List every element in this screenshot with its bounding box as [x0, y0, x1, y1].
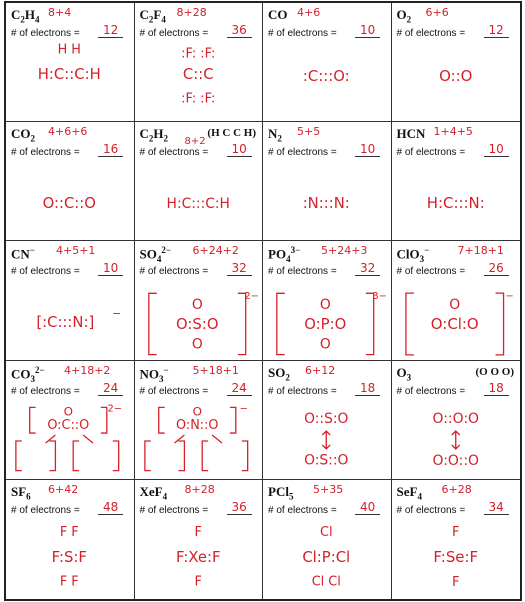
- resonance-arrow: [46, 435, 56, 443]
- top-atoms: F: [194, 525, 202, 541]
- formula-part: XeF: [139, 483, 163, 499]
- formula-part: 3: [419, 254, 425, 265]
- formula-part: 4: [417, 491, 422, 502]
- cell-so4: [135, 241, 264, 360]
- left-bracket: [148, 294, 156, 355]
- top-atoms: F F: [59, 525, 79, 541]
- electron-count-value: 10: [484, 142, 509, 157]
- electron-count-label: # of electrons =: [268, 385, 337, 397]
- formula-part: NO: [139, 365, 159, 381]
- formula-part: SeF: [396, 483, 418, 499]
- top-atom: O: [63, 403, 73, 418]
- cell-pcl5: [263, 480, 392, 599]
- electron-count-value: 36: [227, 500, 252, 515]
- electron-count-value: 10: [227, 142, 252, 157]
- electron-count-label: # of electrons =: [268, 28, 337, 39]
- center-row: F:Xe:F: [175, 548, 220, 566]
- bottom-atom: O: [191, 337, 203, 354]
- formula-sf6: [11, 484, 31, 502]
- formula-part: 5: [288, 491, 294, 502]
- formula-part: 3−: [290, 245, 301, 256]
- formula-part: 3: [30, 373, 35, 384]
- resonance-arrow: [322, 431, 330, 449]
- right-bracket: [495, 293, 503, 355]
- electron-count-value: 18: [355, 381, 380, 396]
- electron-sum-cn: 4+5+1: [56, 244, 96, 258]
- top-atom: O: [191, 297, 203, 314]
- bottom-atoms: F: [194, 574, 202, 590]
- note-o3: (O O O): [475, 365, 514, 378]
- c2f4-core: C::C: [182, 66, 214, 84]
- resonance-arrow: [174, 435, 184, 443]
- formula-o3: [397, 365, 412, 383]
- formula-clo3: [397, 245, 430, 264]
- center-row: F:Se:F: [432, 547, 478, 566]
- electron-count-value: 10: [355, 23, 380, 38]
- formula-part: O: [396, 7, 407, 22]
- formula-part: 2: [163, 133, 169, 144]
- cell-hcn: [392, 122, 521, 241]
- co2-structure: O::C::O: [42, 195, 96, 213]
- electron-sum-po4: 5+24+3: [321, 244, 368, 258]
- electron-count-value: 24: [227, 381, 252, 396]
- resonance-bracket: [113, 441, 119, 471]
- electron-count-value: 32: [355, 261, 380, 276]
- bottom-atoms: F: [451, 574, 459, 590]
- formula-part: F: [153, 7, 162, 22]
- electron-count-label: # of electrons =: [396, 147, 466, 159]
- electron-count-value: 24: [98, 381, 123, 396]
- formula-co: [268, 7, 288, 23]
- left-bracket: [30, 407, 36, 433]
- o3-resonance-2: O:O::O: [431, 452, 479, 469]
- electron-sum-co3: 4+18+2: [64, 363, 111, 377]
- electron-sum-sf6: 6+42: [48, 482, 79, 496]
- formula-part: −: [424, 245, 430, 256]
- note-c2h2: (H C C H): [207, 127, 256, 140]
- right-bracket: [366, 294, 374, 355]
- top-atom: O: [319, 297, 331, 314]
- formula-part: 2−: [161, 245, 171, 256]
- resonance-arrow: [212, 435, 222, 443]
- core-row: O:C::O: [47, 417, 90, 433]
- electron-count-value: 32: [227, 261, 252, 276]
- lewis-structure-clo3: [392, 279, 521, 359]
- formula-part: ClO: [396, 246, 420, 262]
- formula-part: CN: [11, 246, 30, 262]
- o3-resonance-1: O::O:O: [431, 410, 479, 427]
- formula-part: 6: [26, 491, 31, 502]
- formula-part: H: [153, 126, 164, 142]
- electron-sum-sef4: 6+28: [441, 482, 472, 496]
- electron-count-label: # of electrons =: [396, 504, 466, 516]
- resonance-bracket: [73, 441, 79, 471]
- formula-c2f4: [140, 7, 166, 25]
- lewis-structure-so2: [263, 399, 391, 479]
- resonance-arrow: [451, 431, 459, 449]
- bottom-atoms: Cl Cl: [311, 574, 341, 590]
- so2-resonance-1: O::S:O: [304, 410, 349, 427]
- resonance-arrow: [83, 435, 93, 443]
- lewis-structure-c2f4: [135, 41, 263, 121]
- c2h2-structure: H:C:::C:H: [166, 196, 230, 213]
- electron-count-label: # of electrons =: [11, 504, 80, 516]
- formula-part: 2: [148, 14, 154, 25]
- o2-structure: O::O: [438, 67, 472, 85]
- center-row: O:S:O: [175, 316, 218, 334]
- cn-structure: [:C:::N:]: [36, 314, 95, 332]
- formula-part: PCl: [268, 483, 289, 499]
- electron-count-label: # of electrons =: [139, 147, 209, 159]
- electron-sum-c2h4: 8+4: [48, 6, 72, 19]
- electron-count-value: 16: [98, 142, 123, 157]
- formula-part: 2−: [35, 364, 45, 375]
- lewis-structure-co3: [6, 399, 134, 479]
- electron-count-value: 10: [355, 142, 380, 157]
- left-bracket: [158, 407, 164, 433]
- resonance-bracket: [241, 441, 247, 471]
- formula-part: 3: [406, 372, 412, 383]
- h-atoms-top: H H: [57, 42, 81, 58]
- lewis-structure-n2: [263, 160, 391, 240]
- center-row: O:P:O: [304, 316, 347, 334]
- formula-pcl5: [268, 484, 293, 502]
- cell-co3: [6, 361, 135, 480]
- resonance-bracket: [202, 441, 208, 471]
- worksheet-grid: [4, 1, 522, 601]
- center-row: O:Cl:O: [430, 315, 479, 334]
- cell-n2: [263, 122, 392, 241]
- lewis-structure-c2h4: [6, 41, 134, 121]
- formula-part: 4: [35, 14, 40, 25]
- electron-sum-co: 4+6: [297, 6, 321, 19]
- lewis-structure-no3: [135, 399, 263, 479]
- cell-c2h2: [135, 122, 264, 241]
- formula-part: −: [163, 364, 169, 375]
- core-row: O:N::O: [175, 417, 219, 433]
- cell-c2f4: [135, 3, 264, 122]
- electron-count-label: # of electrons =: [396, 28, 466, 39]
- electron-sum-no3: 5+18+1: [192, 363, 239, 377]
- charge: −: [504, 291, 514, 303]
- resonance-bracket: [144, 441, 150, 471]
- electron-count-value: 36: [227, 23, 252, 38]
- electron-sum-c2f4: 8+28: [176, 6, 207, 19]
- electron-count-label: # of electrons =: [11, 266, 80, 278]
- electron-sum-c2h2: 8+2: [184, 136, 206, 148]
- formula-part: CO: [11, 126, 31, 142]
- top-atom: O: [192, 403, 202, 418]
- formula-part: SF: [11, 483, 27, 499]
- cell-xef4: [135, 480, 264, 599]
- formula-hcn: [397, 126, 426, 142]
- electron-count-value: 40: [355, 500, 380, 515]
- formula-part: 2: [277, 133, 282, 144]
- electron-sum-pcl5: 5+35: [313, 482, 344, 496]
- formula-c2h4: [11, 7, 40, 25]
- lewis-structure-o3: [392, 399, 521, 479]
- right-bracket: [237, 294, 245, 355]
- lewis-structure-c2h2: [135, 160, 263, 240]
- bottom-atom: O: [319, 337, 331, 354]
- electron-count-label: # of electrons =: [139, 28, 209, 39]
- electron-count-value: 12: [98, 23, 123, 38]
- bottom-atoms: F F: [59, 574, 79, 590]
- cell-so2: [263, 361, 392, 480]
- lewis-structure-po4: [263, 279, 391, 359]
- charge: 2−: [243, 291, 259, 303]
- right-bracket: [101, 407, 107, 433]
- electron-sum-so4: 6+24+2: [192, 244, 239, 258]
- electron-count-value: 12: [484, 23, 509, 38]
- lewis-structure-cn: [6, 279, 134, 359]
- top-atom: O: [448, 297, 460, 314]
- formula-so4: [140, 245, 171, 264]
- formula-n2: [268, 126, 282, 144]
- formula-part: O: [396, 364, 407, 380]
- formula-part: 4: [162, 491, 168, 502]
- cell-no3: [135, 361, 264, 480]
- electron-count-label: # of electrons =: [268, 147, 337, 159]
- right-bracket: [229, 407, 235, 433]
- formula-so2: [268, 365, 290, 383]
- n2-structure: :N:::N:: [302, 195, 350, 213]
- formula-part: C: [139, 7, 149, 22]
- formula-part: 4: [161, 14, 166, 25]
- center-row: F:S:F: [51, 548, 87, 566]
- electron-sum-co2: 4+6+6: [48, 125, 88, 139]
- co-structure: :C:::O:: [302, 68, 350, 85]
- charge: 3−: [372, 291, 387, 303]
- charge: 2−: [107, 402, 123, 414]
- formula-co3: [11, 365, 45, 384]
- resonance-bracket: [178, 441, 184, 471]
- formula-sef4: [397, 484, 422, 502]
- formula-c2h2: [140, 126, 169, 144]
- formula-part: C: [139, 126, 149, 142]
- formula-part: 2: [148, 133, 154, 144]
- electron-count-value: 18: [484, 381, 509, 396]
- lewis-structure-xef4: [135, 518, 263, 598]
- center-row: Cl:P:Cl: [302, 548, 351, 566]
- f-atoms-bottom: :F: :F:: [180, 91, 215, 107]
- cell-o3: [392, 361, 521, 480]
- formula-part: SO: [268, 364, 286, 380]
- electron-count-label: # of electrons =: [268, 266, 337, 278]
- c2h4-structure: H:C::C:H: [37, 66, 101, 84]
- cell-sf6: [6, 480, 135, 599]
- cell-o2: [392, 3, 521, 122]
- lewis-structure-co2: [6, 160, 134, 240]
- formula-part: 2: [20, 14, 25, 25]
- electron-count-value: 34: [484, 500, 509, 515]
- formula-part: HCN: [396, 126, 426, 142]
- formula-part: 2: [406, 14, 412, 25]
- formula-part: CO: [268, 7, 288, 22]
- formula-part: SO: [139, 246, 157, 262]
- electron-count-label: # of electrons =: [396, 266, 466, 278]
- electron-count-value: 26: [484, 261, 509, 276]
- cell-po4: [263, 241, 392, 360]
- electron-sum-o2: 6+6: [425, 6, 449, 19]
- formula-part: 2: [285, 372, 290, 383]
- electron-count-label: # of electrons =: [11, 147, 80, 159]
- cell-clo3: [392, 241, 521, 360]
- electron-count-value: 10: [98, 261, 123, 276]
- electron-count-label: # of electrons =: [396, 385, 466, 397]
- top-atoms: Cl: [319, 525, 333, 541]
- formula-co2: [11, 126, 35, 144]
- cell-c2h4: [6, 3, 135, 122]
- formula-cn: [11, 245, 35, 262]
- cell-sef4: [392, 480, 521, 599]
- formula-o2: [397, 7, 412, 25]
- lewis-structure-sf6: [6, 518, 134, 598]
- formula-part: N: [268, 126, 278, 142]
- formula-part: 4: [156, 254, 162, 265]
- formula-part: CO: [11, 365, 31, 381]
- formula-part: PO: [268, 246, 287, 262]
- lewis-structure-o2: [392, 41, 521, 121]
- formula-po4: [268, 245, 300, 264]
- f-atoms-top: :F: :F:: [180, 46, 215, 62]
- formula-no3: [140, 365, 169, 384]
- formula-part: 4: [286, 254, 291, 265]
- electron-count-label: # of electrons =: [268, 504, 337, 516]
- charge: −: [112, 307, 122, 321]
- electron-sum-xef4: 8+28: [184, 482, 215, 496]
- cell-co: [263, 3, 392, 122]
- lewis-structure-pcl5: [263, 518, 391, 598]
- lewis-structure-co: [263, 41, 391, 121]
- lewis-structure-so4: [135, 279, 263, 359]
- electron-count-label: # of electrons =: [11, 28, 80, 39]
- lewis-structure-hcn: [392, 160, 521, 240]
- electron-count-value: 48: [98, 500, 123, 515]
- formula-part: H: [24, 7, 36, 22]
- electron-count-label: # of electrons =: [139, 504, 209, 516]
- lewis-structure-sef4: [392, 518, 521, 598]
- electron-sum-n2: 5+5: [297, 125, 321, 139]
- cell-cn: [6, 241, 135, 360]
- so2-resonance-2: O:S::O: [304, 452, 349, 469]
- electron-sum-hcn: 1+4+5: [433, 125, 473, 139]
- charge: −: [239, 402, 248, 414]
- formula-part: −: [29, 245, 35, 256]
- formula-part: 3: [159, 373, 164, 384]
- electron-sum-clo3: 7+18+1: [457, 244, 504, 258]
- resonance-bracket: [49, 441, 55, 471]
- hcn-structure: H:C:::N:: [426, 194, 485, 213]
- left-bracket: [405, 293, 413, 355]
- left-bracket: [277, 294, 285, 355]
- formula-part: C: [11, 7, 21, 22]
- formula-part: 2: [30, 133, 35, 144]
- top-atoms: F: [451, 524, 459, 540]
- electron-count-label: # of electrons =: [139, 266, 209, 278]
- electron-sum-so2: 6+12: [305, 363, 336, 377]
- formula-xef4: [140, 484, 168, 502]
- electron-count-label: # of electrons =: [11, 385, 80, 397]
- cell-co2: [6, 122, 135, 241]
- electron-count-label: # of electrons =: [139, 385, 209, 397]
- resonance-bracket: [16, 441, 22, 471]
